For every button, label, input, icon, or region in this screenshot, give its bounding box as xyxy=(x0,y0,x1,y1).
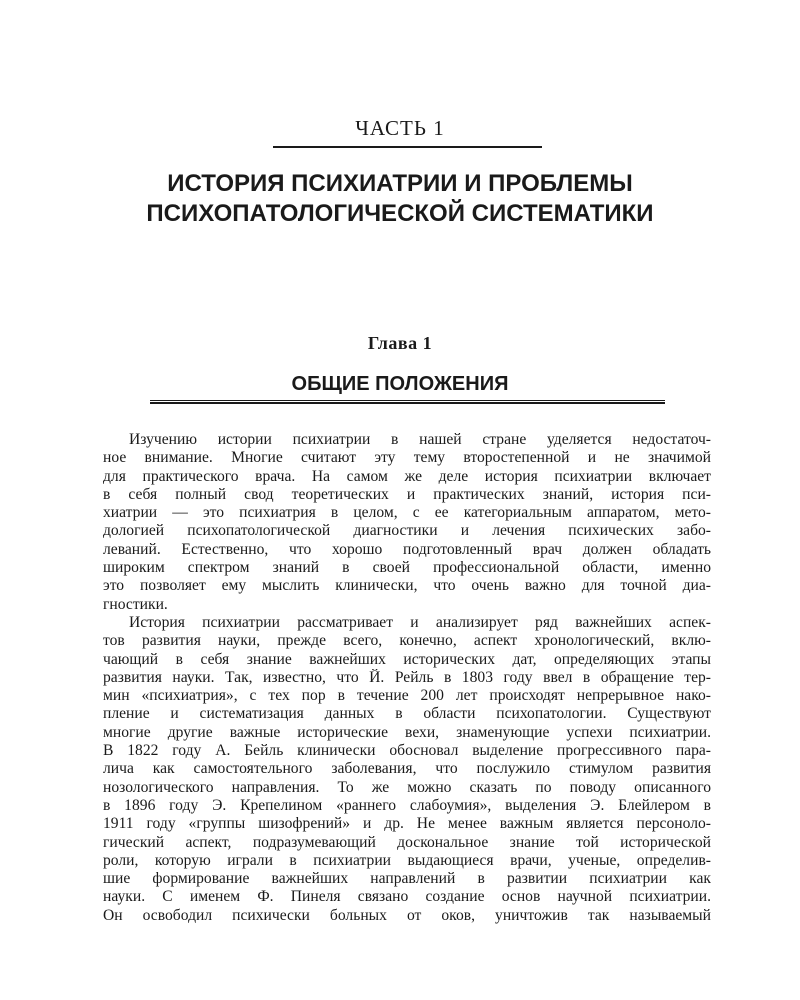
text-line: хиатрии — это психиатрия в целом, с ее категориальным аппаратом, мето- xyxy=(103,504,711,522)
part-divider xyxy=(273,146,542,148)
text-line: дологией психопатологической диагностики и лечения психических забо- xyxy=(103,522,711,540)
text-line: В 1822 году А. Бейль клинически обосновал выделение прогрессивного пара- xyxy=(103,742,711,760)
chapter-title: ОБЩИЕ ПОЛОЖЕНИЯ xyxy=(291,373,509,395)
text-line: ное внимание. Многие считают эту тему второстепенной и не значимой xyxy=(103,449,711,467)
text-line: История психиатрии рассматривает и анализирует ряд важнейших аспек- xyxy=(129,613,711,631)
text-line: пление и систематизация данных в области психопатологии. Существуют xyxy=(103,705,711,723)
text-line: нозологического направления. То же можно сказать по поводу описанного xyxy=(103,778,711,796)
text-line: Изучению истории психиатрии в нашей стране уделяется недостаточ- xyxy=(129,431,711,448)
chapter-divider xyxy=(150,400,665,404)
body-text xyxy=(103,431,711,925)
text-line: широким спектром знаний в своей профессиональной области, именно xyxy=(103,559,711,577)
paragraph xyxy=(103,614,711,925)
text-line: Он освободил психически больных от оков, уничтожив так называемый xyxy=(103,906,711,924)
chapter-label: Глава 1 xyxy=(367,333,433,353)
text-line: шие формирование важнейших направлений в развитии психиатрии как xyxy=(103,870,711,888)
text-line: гностики. xyxy=(103,595,168,613)
part-label: ЧАСТЬ 1 xyxy=(355,116,445,140)
text-line: мин «психиатрия», с тех пор в течение 200 лет происходят непрерывное нако- xyxy=(103,687,711,705)
paragraph xyxy=(103,431,711,614)
text-line: гический аспект, подразумевающий доскональное знание той исторической xyxy=(103,833,711,851)
text-line: леваний. Естественно, что хорошо подготовленный врач должен обладать xyxy=(103,540,711,558)
text-line: науки. С именем Ф. Пинеля связано создание основ научной психиатрии. xyxy=(103,888,711,906)
text-line: тов развития науки, прежде всего, конечно, аспект хронологический, вклю- xyxy=(103,632,711,650)
text-line: для практического врача. На самом же деле история психиатрии включает xyxy=(103,467,711,485)
part-title-line: ИСТОРИЯ ПСИХИАТРИИ И ПРОБЛЕМЫ xyxy=(167,170,633,197)
text-line: роли, которую играли в психиатрии выдающиеся врачи, ученые, определив- xyxy=(103,851,711,869)
text-line: развития науки. Так, известно, что Й. Рейль в 1803 году ввел в обращение тер- xyxy=(103,668,711,686)
text-line: в 1896 году Э. Крепелином «раннего слабоумия», выделения Э. Блейлером в xyxy=(103,796,711,814)
text-line: 1911 году «группы шизофрений» и др. Не менее важным является персоноло- xyxy=(103,815,711,833)
text-line: это позволяет ему мыслить клинически, что очень важно для точной диа- xyxy=(103,577,711,595)
text-line: многие другие важные исторические вехи, знаменующие успехи психиатрии. xyxy=(103,723,711,741)
text-line: в себя полный свод теоретических и практических знаний, история пси- xyxy=(103,485,711,503)
part-title-line: ПСИХОПАТОЛОГИЧЕСКОЙ СИСТЕМАТИКИ xyxy=(146,200,654,227)
part-title xyxy=(0,169,800,229)
text-line: лича как самостоятельного заболевания, что послужило стимулом развития xyxy=(103,760,711,778)
text-line: чающий в себя знание важнейших исторических дат, определяющих этапы xyxy=(103,650,711,668)
